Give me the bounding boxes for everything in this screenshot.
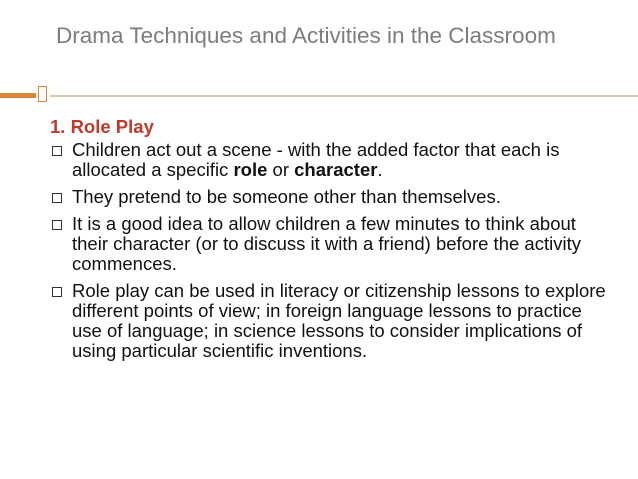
bullet-text [72,280,606,361]
bullet-text-segment: Children act out a scene - with the added factor that each is allocated a specific [72,139,560,180]
bullet-text-segment: They pretend to be someone other than themselves. [72,186,501,207]
bullet-text [72,186,501,207]
checkbox-square-icon [52,287,62,297]
title-rule [50,95,638,97]
bullet-text [72,213,581,274]
bullet-text-bold: character [294,159,378,180]
square-accent-icon [38,86,47,102]
bullet-item [50,281,610,361]
bullet-text-bold: role [233,159,268,180]
bullet-list [50,140,610,361]
bullet-item [50,140,610,180]
bullet-item [50,187,610,207]
bullet-text [72,139,559,180]
bullet-text-segment: Role play can be used in literacy or citizenship lessons to explore different points of view; in foreign language lessons to practice use of language; in science lessons to consider implications of using particular scientific inventions. [72,280,606,361]
bullet-text-segment: or [267,159,295,180]
bullet-text-segment: It is a good idea to allow children a few minutes to think about their character (or to discuss it with a friend) before the activity commences. [72,213,581,274]
section-heading: 1. Role Play [50,116,154,137]
bullet-text-segment: . [377,159,383,180]
bullet-item [50,214,610,274]
checkbox-square-icon [52,146,62,156]
title-rule-accent [0,93,36,98]
checkbox-square-icon [52,193,62,203]
checkbox-square-icon [52,220,62,230]
slide-content [50,116,610,368]
slide-title: Drama Techniques and Activities in the Classroom [56,23,556,48]
